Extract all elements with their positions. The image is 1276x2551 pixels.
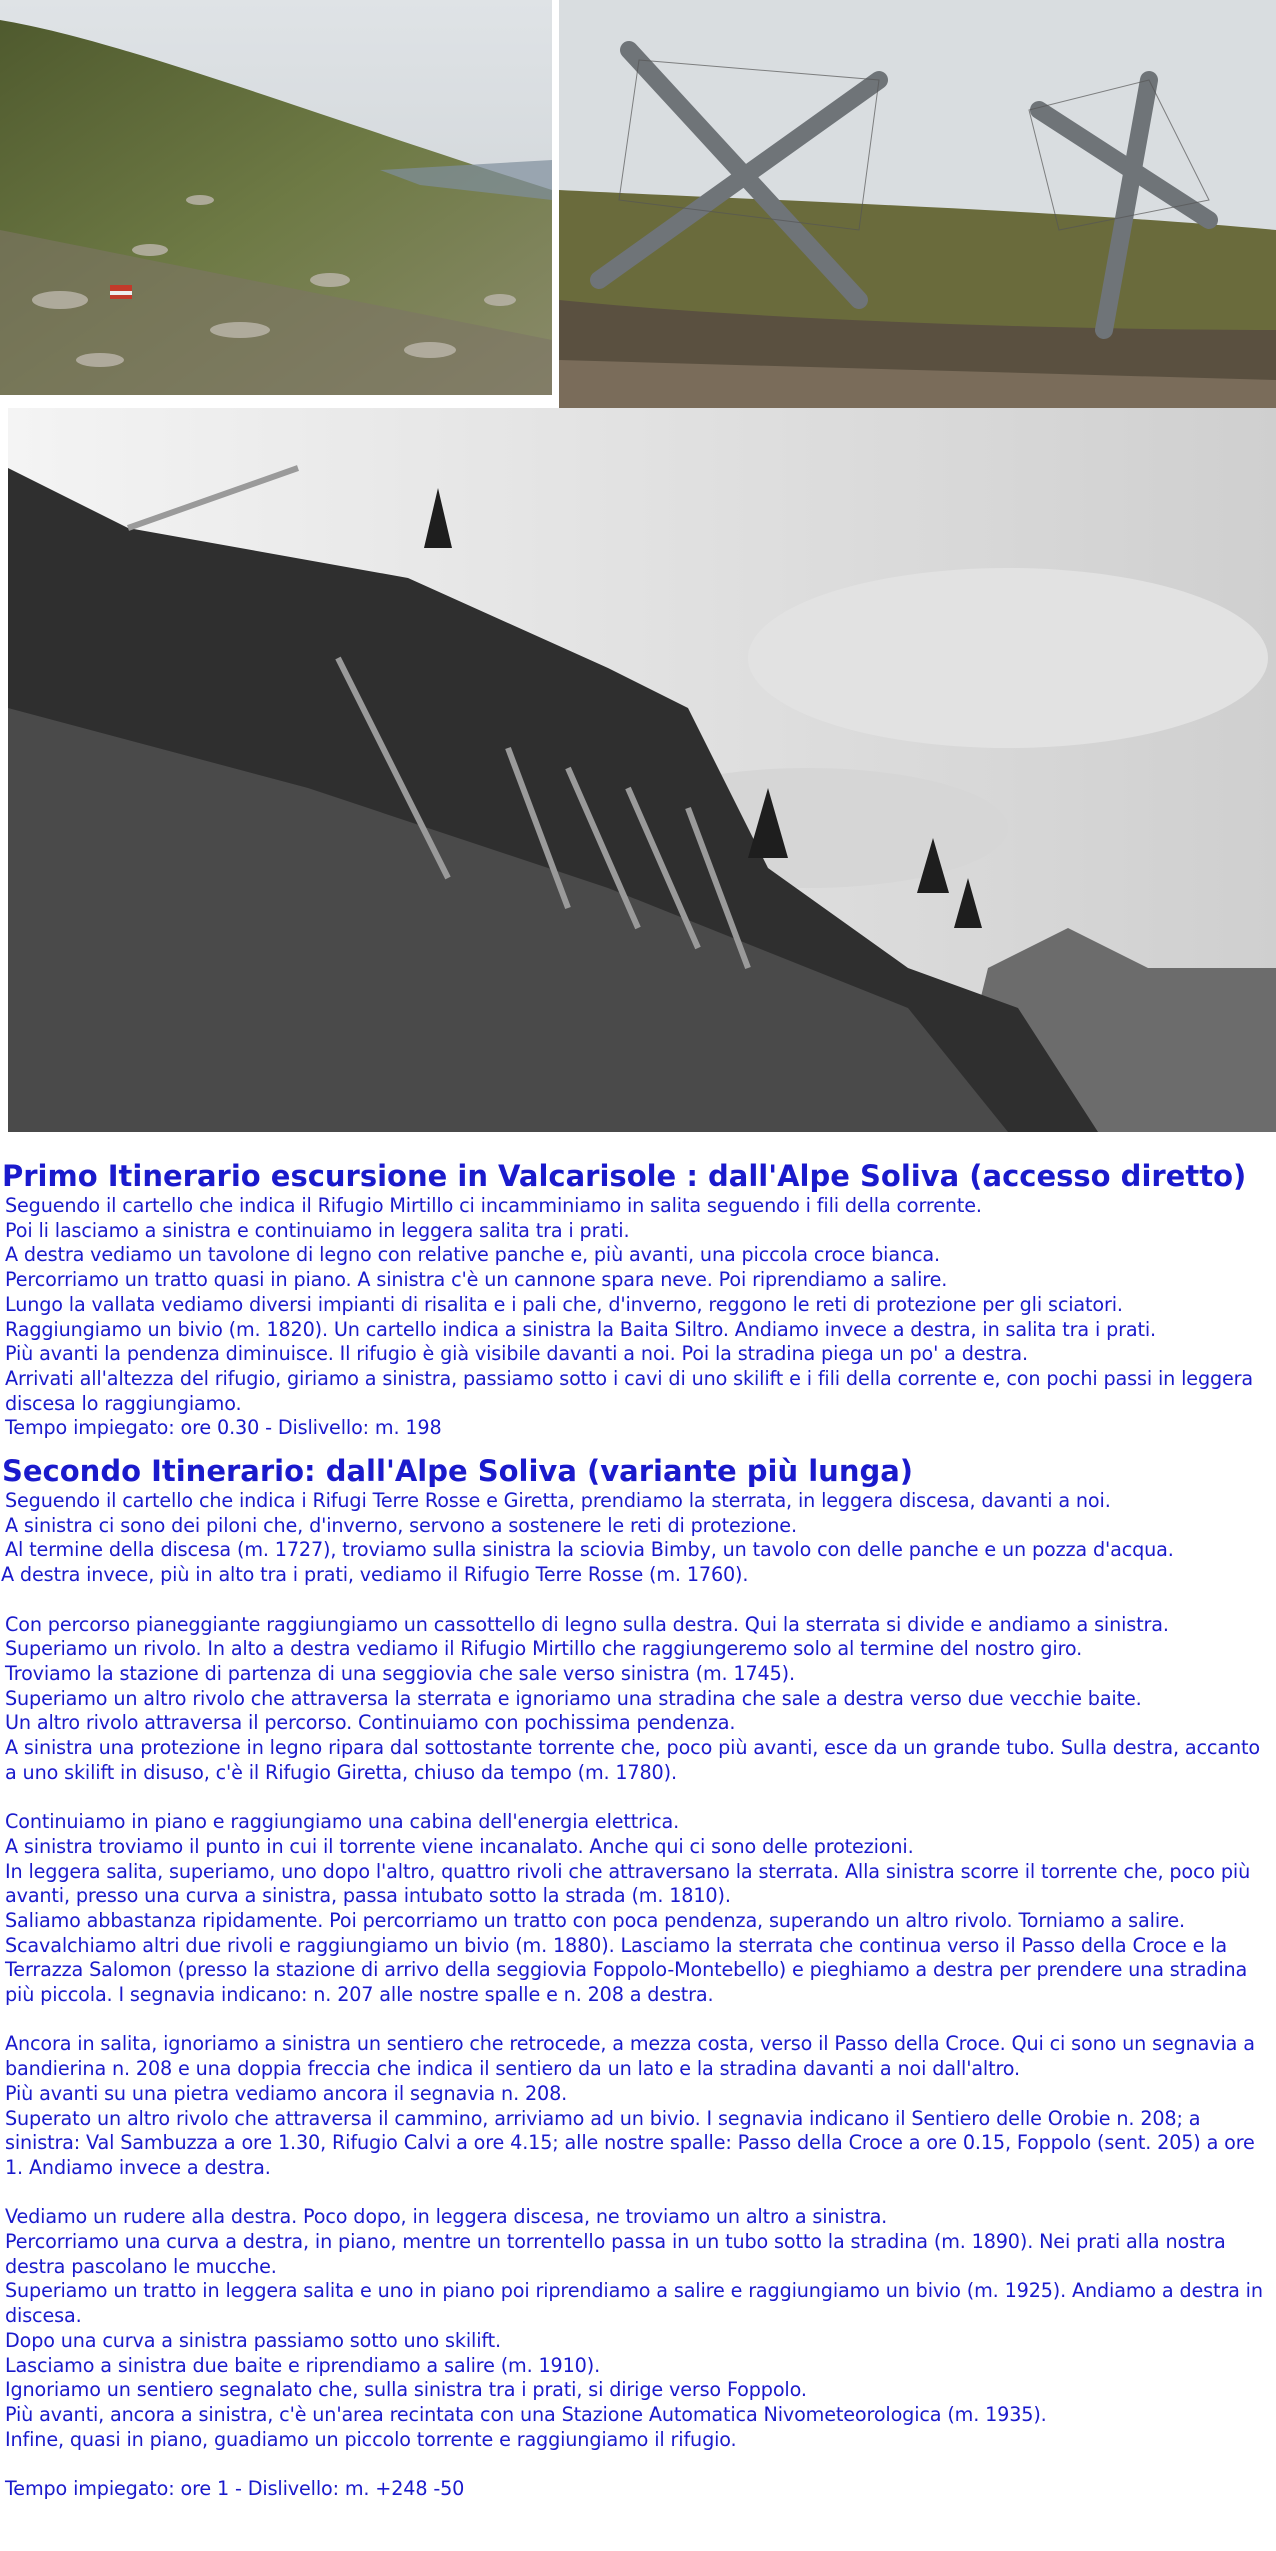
photo-bw-cliff — [8, 408, 1276, 1132]
paragraph-line: A sinistra ci sono dei piloni che, d'inverno, servono a sostenere le reti di protezione. — [5, 1513, 797, 1537]
paragraph-line: Più avanti, ancora a sinistra, c'è un'area recintata con una Stazione Automatica Nivometeorologica (m. 1935). — [5, 2402, 1047, 2426]
time-summary: Tempo impiegato: ore 0.30 - Dislivello: m. 198 — [5, 1416, 442, 1440]
paragraph-line: Superato un altro rivolo che attraversa il cammino, arriviamo ad un bivio. I segnavia indicano il Sentiero delle Orobie n. 208; a sinistra: Val Sambuzza a ore 1.30, Rifugio Calvi a ore 4.15; alle nostre spalle: Passo della Croce a ore 0.15, Foppolo (sent. 205) a ore 1. Andiamo invece a destra. — [5, 2106, 1255, 2179]
paragraph-line: Superiamo un altro rivolo che attraversa la sterrata e ignoriamo una stradina che sale a destra verso due vecchie baite. — [5, 1686, 1142, 1710]
hillside-trail-photo — [0, 0, 552, 395]
paragraph-line: Con percorso pianeggiante raggiungiamo un cassottello di legno sulla destra. Qui la sterrata si divide e andiamo a sinistra. — [5, 1612, 1169, 1636]
paragraph-line: Ignoriamo un sentiero segnalato che, sulla sinistra tra i prati, si dirige verso Foppolo. — [5, 2378, 807, 2402]
paragraph-line: Infine, quasi in piano, guadiamo un piccolo torrente e raggiungiamo il rifugio. — [5, 2427, 737, 2451]
paragraph-line: Troviamo la stazione di partenza di una seggiovia che sale verso sinistra (m. 1745). — [5, 1661, 795, 1685]
paragraph-line: Più avanti su una pietra vediamo ancora il segnavia n. 208. — [5, 2081, 568, 2105]
section2-title: Secondo Itinerario: dall'Alpe Soliva (variante più lunga) — [2, 1454, 914, 1489]
paragraph-line: Poi li lasciamo a sinistra e continuiamo in leggera salita tra i prati. — [5, 1218, 630, 1242]
paragraph-line: Raggiungiamo un bivio (m. 1820). Un cartello indica a sinistra la Baita Siltro. Andiamo invece a destra, in salita tra i prati. — [5, 1317, 1156, 1341]
paragraph-line: In leggera salita, superiamo, uno dopo l'altro, quattro rivoli che attraversano la sterrata. Alla sinistra scorre il torrente che, poco più avanti, presso una curva a sinistra, passa intubato sotto la strada (m. 1810). — [5, 1859, 1251, 1908]
paragraph-line: Lasciamo a sinistra due baite e riprendiamo a salire (m. 1910). — [5, 2353, 601, 2377]
avalanche-barrier-photo — [559, 0, 1276, 470]
paragraph-line: Ancora in salita, ignoriamo a sinistra un sentiero che retrocede, a mezza costa, verso il Passo della Croce. Qui ci sono un segnavia a bandierina n. 208 e una doppia freccia che indica il sentiero da un lato e la stradina davanti a noi dall'altro. — [5, 2032, 1255, 2081]
paragraph-line: Percorriamo una curva a destra, in piano, mentre un torrentello passa in un tubo sotto la stradina (m. 1890). Nei prati alla nostra destra pascolano le mucche. — [5, 2230, 1226, 2278]
paragraph-line: Un altro rivolo attraversa il percorso. Continuiamo con pochissima pendenza. — [5, 1711, 736, 1735]
paragraph-line: Lungo la vallata vediamo diversi impianti di risalita e i pali che, d'inverno, reggono le reti di protezione per gli sciatori. — [5, 1292, 1123, 1316]
article-body — [0, 1158, 1276, 2502]
paragraph-line: Continuiamo in piano e raggiungiamo una cabina dell'energia elettrica. — [5, 1810, 680, 1834]
section1-title: Primo Itinerario escursione in Valcarisole : dall'Alpe Soliva (accesso diretto) — [2, 1159, 1247, 1193]
paragraph-line: Saliamo abbastanza ripidamente. Poi percorriamo un tratto con poca pendenza, superando un altro rivolo. Torniamo a salire. — [5, 1908, 1185, 1932]
paragraph-line: Scavalchiamo altri due rivoli e raggiungiamo un bivio (m. 1880). Lasciamo la sterrata che continua verso il Passo della Croce e la Terrazza Salomon (presso la stazione di arrivo della seggiovia Foppolo-Montebello) e pieghiamo a destra per prendere una stradina più piccola. I segnavia indicano: n. 207 alle nostre spalle e n. 208 a destra. — [5, 1933, 1248, 2007]
paragraph-line: Più avanti la pendenza diminuisce. Il rifugio è già visibile davanti a noi. Poi la stradina piega un po' a destra. — [5, 1342, 1028, 1366]
paragraph-line: Dopo una curva a sinistra passiamo sotto uno skilift. — [5, 2328, 501, 2352]
paragraph-line: Vediamo un rudere alla destra. Poco dopo, in leggera discesa, ne troviamo un altro a sinistra. — [5, 2205, 888, 2229]
paragraph-line: Seguendo il cartello che indica i Rifugi Terre Rosse e Giretta, prendiamo la sterrata, in leggera discesa, davanti a noi. — [5, 1489, 1111, 1513]
paragraph-line: Superiamo un rivolo. In alto a destra vediamo il Rifugio Mirtillo che raggiungeremo solo al termine del nostro giro. — [5, 1637, 1083, 1661]
photo-snow-barriers — [559, 0, 1276, 470]
paragraph-line: Seguendo il cartello che indica il Rifugio Mirtillo ci incamminiamo in salita seguendo i fili della corrente. — [5, 1194, 982, 1217]
paragraph-line: Al termine della discesa (m. 1727), troviamo sulla sinistra la sciovia Bimby, un tavolo con delle panche e un pozza d'acqua. — [5, 1538, 1174, 1562]
paragraph-line: A sinistra una protezione in legno ripara dal sottostante torrente che, poco più avanti, esce da un grande tubo. Sulla destra, accanto a uno skilift in disuso, c'è il Rifugio Giretta, chiuso da tempo (m. 1780). — [5, 1736, 1260, 1784]
paragraph-line: Arrivati all'altezza del rifugio, giriamo a sinistra, passiamo sotto i cavi di uno skilift e i fili della corrente e, con pochi passi in leggera discesa lo raggiungiamo. — [5, 1366, 1254, 1415]
paragraph-line: A destra invece, più in alto tra i prati, vediamo il Rifugio Terre Rosse (m. 1760). — [1, 1563, 749, 1587]
time-summary: Tempo impiegato: ore 1 - Dislivello: m. +248 -50 — [5, 2477, 465, 2501]
paragraph-line: A sinistra troviamo il punto in cui il torrente viene incanalato. Anche qui ci sono delle protezioni. — [5, 1834, 914, 1858]
photo-hillside-trail — [0, 0, 552, 395]
paragraph-line: A destra vediamo un tavolone di legno con relative panche e, più avanti, una piccola croce bianca. — [5, 1243, 940, 1267]
paragraph-line: Superiamo un tratto in leggera salita e uno in piano poi riprendiamo a salire e raggiungiamo un bivio (m. 1925). Andiamo a destra in discesa. — [5, 2279, 1263, 2328]
paragraph-line: Percorriamo un tratto quasi in piano. A sinistra c'è un cannone spara neve. Poi riprendiamo a salire. — [5, 1268, 948, 1292]
black-white-cliff-photo — [8, 408, 1276, 1132]
